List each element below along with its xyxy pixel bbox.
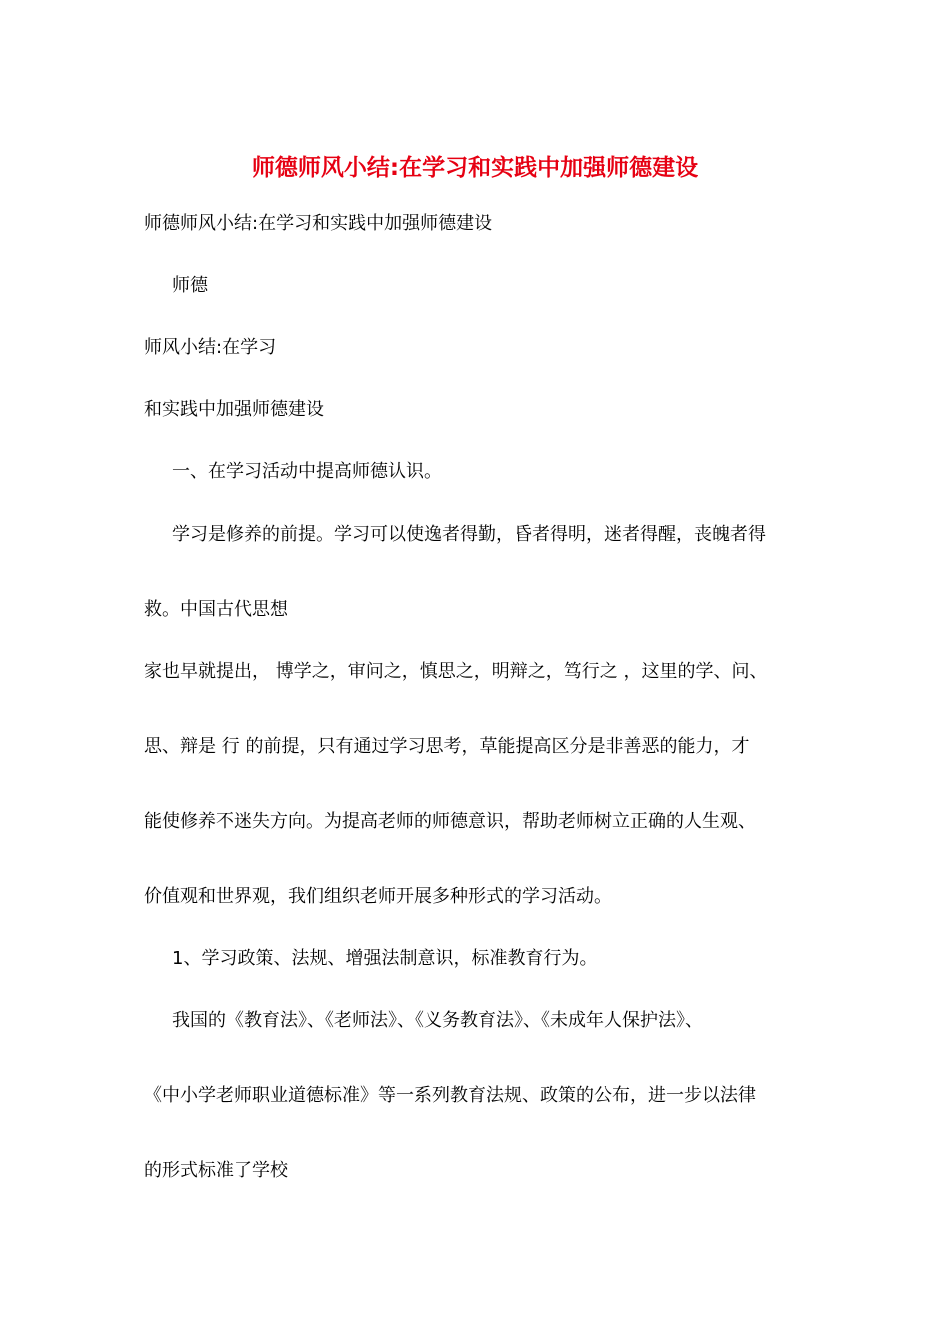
paragraph-line: 师风小结:在学习	[144, 337, 277, 358]
paragraph-line: 思、辩是 行 的前提，只有通过学习思考，草能提高区分是非善恶的能力，才	[144, 736, 750, 757]
paragraph-line: 救。中国古代思想	[144, 599, 288, 620]
paragraph-line: 我国的《教育法》、《老师法》、《义务教育法》、《未成年人保护法》、	[172, 1010, 703, 1031]
paragraph-line: 学习是修养的前提。学习可以使逸者得勤，昏者得明，迷者得醒，丧魄者得	[172, 524, 766, 545]
paragraph-line: 1、学习政策、法规、增强法制意识，标准教育行为。	[172, 948, 598, 969]
paragraph-line: 师德师风小结:在学习和实践中加强师德建设	[144, 213, 493, 234]
paragraph-line: 的形式标准了学校	[144, 1160, 288, 1181]
document-title: 师德师风小结:在学习和实践中加强师德建设	[251, 155, 699, 181]
paragraph-line: 价值观和世界观，我们组织老师开展多种形式的学习活动。	[144, 886, 612, 907]
paragraph-line: 一、在学习活动中提高师德认识。	[172, 461, 442, 482]
paragraph-line: 能使修养不迷失方向。为提高老师的师德意识，帮助老师树立正确的人生观、	[144, 811, 756, 832]
paragraph-line: 家也早就提出， 博学之，审问之，慎思之，明辩之，笃行之 ，这里的学、问、	[144, 661, 768, 682]
paragraph-line: 《中小学老师职业道德标准》等一系列教育法规、政策的公布，进一步以法律	[144, 1085, 756, 1106]
paragraph-line: 和实践中加强师德建设	[144, 399, 324, 420]
paragraph-line: 师德	[172, 275, 208, 296]
